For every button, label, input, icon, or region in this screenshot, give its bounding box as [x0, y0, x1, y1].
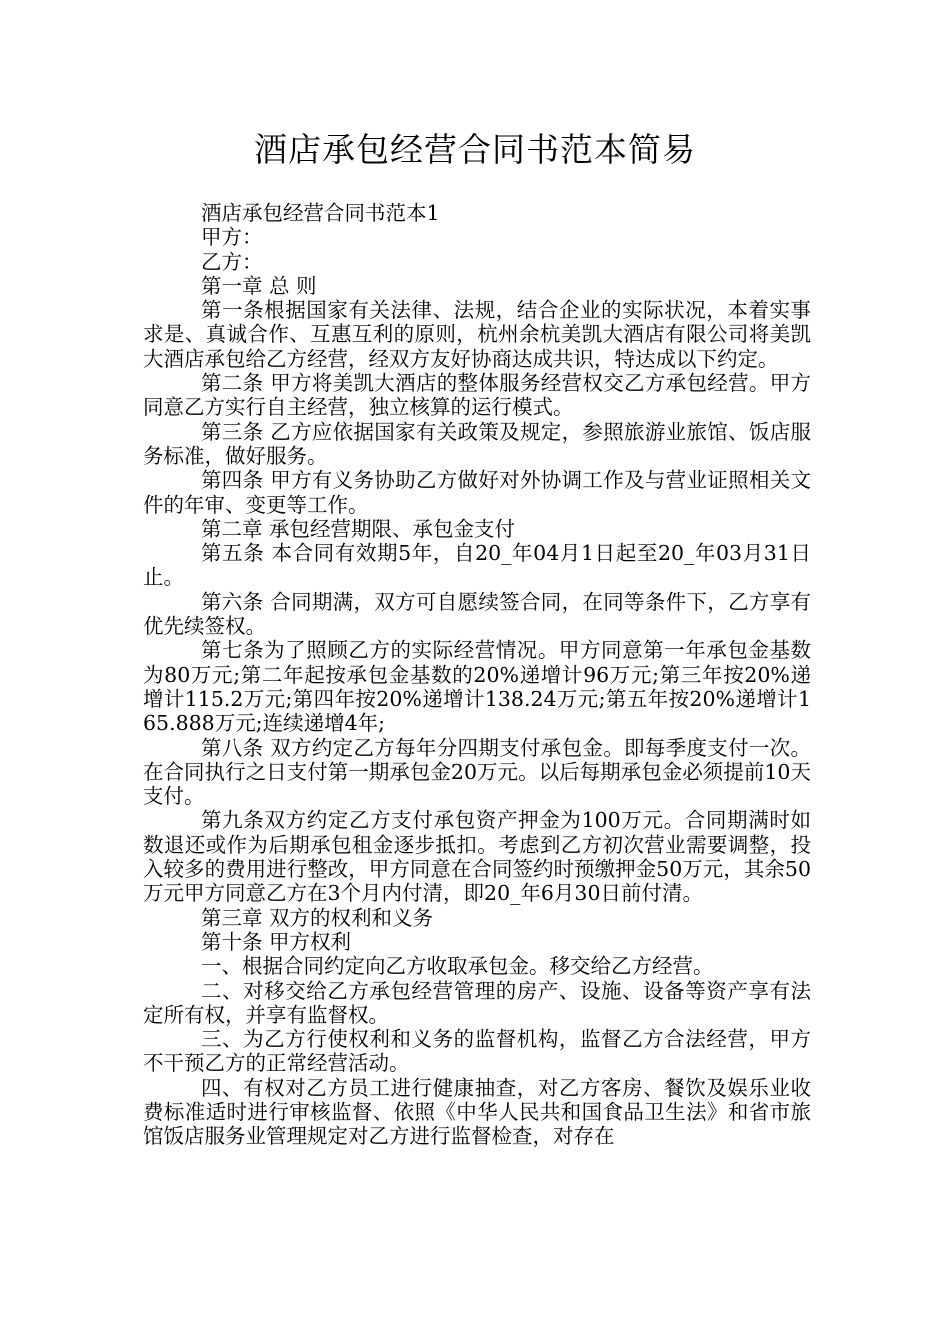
document-body: [143, 201, 811, 1149]
party-a-line: 甲方：: [201, 225, 263, 250]
list-item: 三、为乙方行使权利和义务的监督机构，监督乙方合法经营，甲方不干预乙方的正常经营活动。: [143, 1027, 811, 1076]
article-paragraph: 第七条为了照顾乙方的实际经营情况。甲方同意第一年承包金基数为80万元;第二年起按承包金基数的20%递增计96万元;第三年按20%递增计115.2万元;第四年按20%递增计138.24万元;第五年按20%递增计165.888万元;连续递增4年;: [143, 638, 811, 736]
article-paragraph: 第八条 双方约定乙方每年分四期支付承包金。即每季度支付一次。在合同执行之日支付第一期承包金20万元。以后每期承包金必须提前10天支付。: [143, 735, 811, 809]
article-paragraph: 第六条 合同期满，双方可自愿续签合同，在同等条件下，乙方享有优先续签权。: [143, 589, 811, 639]
article-paragraph: 第一条根据国家有关法律、法规，结合企业的实际状况，本着实事求是、真诚合作、互惠互利的原则，杭州余杭美凯大酒店有限公司将美凯大酒店承包给乙方经营，经双方友好协商达成共识，特达成以下约定。: [143, 298, 811, 371]
list-item: 四、有权对乙方员工进行健康抽查，对乙方客房、餐饮及娱乐业收费标准适时进行审核监督、依照《中华人民共和国食品卫生法》和省市旅馆饭店服务业管理规定对乙方进行监督检查，对存在: [143, 1075, 811, 1149]
article-heading: 第十条 甲方权利: [201, 929, 352, 954]
contract-subtitle: 酒店承包经营合同书范本1: [201, 201, 440, 225]
chapter-heading: 第三章 双方的权利和义务: [201, 905, 434, 930]
article-paragraph: 第三条 乙方应依据国家有关政策及规定，参照旅游业旅馆、饭店服务标准，做好服务。: [143, 419, 811, 468]
party-b-line: 乙方：: [201, 249, 263, 274]
article-paragraph: 第五条 本合同有效期5年，自20_年04月1日起至20_年03月31日止。: [143, 541, 811, 590]
chapter-heading: 第二章 承包经营期限、承包金支付: [201, 516, 516, 541]
document-title: 酒店承包经营合同书范本简易: [254, 130, 696, 169]
chapter-heading: 第一章 总 则: [201, 273, 317, 298]
article-paragraph: 第九条双方约定乙方支付承包资产押金为100万元。合同期满时如数退还或作为后期承包租金逐步抵扣。考虑到乙方初次营业需要调整，投入较多的费用进行整改，甲方同意在合同签约时预缴押金50万元，其余50万元甲方同意乙方在3个月内付清，即20_年6月30日前付清。: [143, 808, 811, 906]
list-item: 一、根据合同约定向乙方收取承包金。移交给乙方经营。: [201, 954, 714, 979]
article-paragraph: 第二条 甲方将美凯大酒店的整体服务经营权交乙方承包经营。甲方同意乙方实行自主经营，独立核算的运行模式。: [143, 371, 811, 420]
list-item: 二、对移交给乙方承包经营管理的房产、设施、设备等资产享有法定所有权，并享有监督权。: [143, 978, 811, 1027]
article-paragraph: 第四条 甲方有义务协助乙方做好对外协调工作及与营业证照相关文件的年审、变更等工作。: [143, 468, 811, 517]
